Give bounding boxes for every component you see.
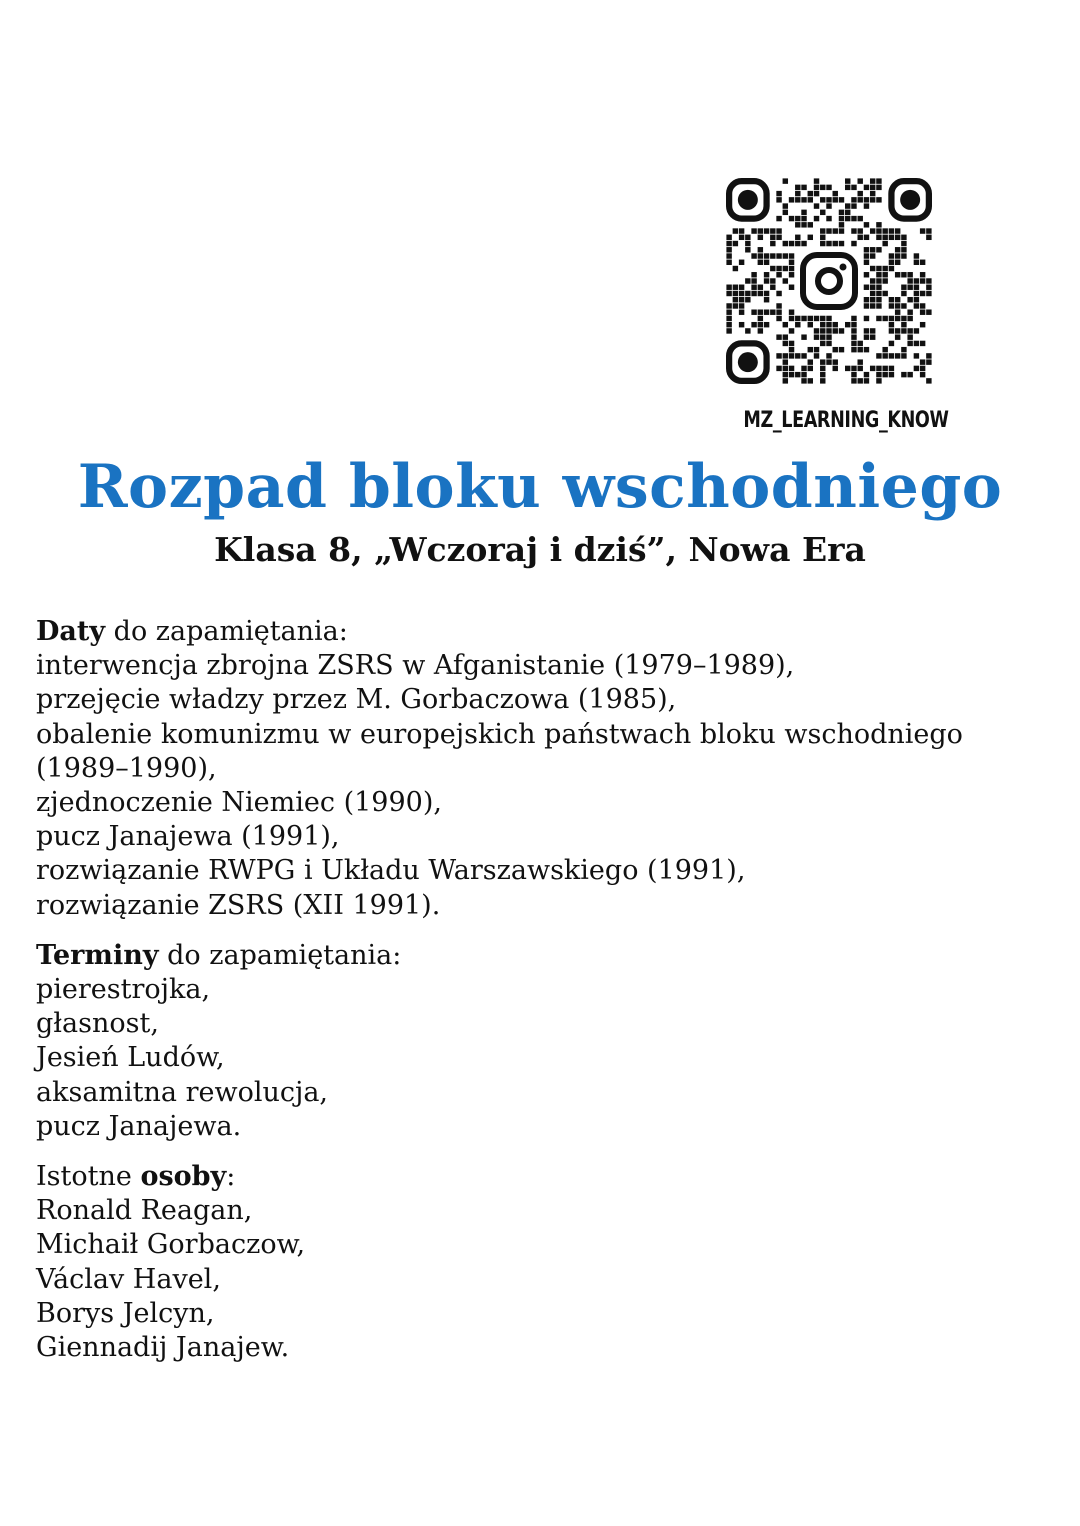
list-item: Michaił Gorbaczow,: [36, 1229, 306, 1261]
people-heading-post: :: [226, 1161, 236, 1193]
terms-heading-rest: do zapamiętania:: [158, 939, 402, 971]
dates-section: [36, 615, 1046, 923]
list-item: interwencja zbrojna ZSRS w Afganistanie (1979–1989),: [36, 650, 795, 682]
list-item: rozwiązanie RWPG i Układu Warszawskiego (1991),: [36, 855, 746, 887]
dates-heading-bold: Daty: [36, 616, 106, 647]
dates-heading: [36, 615, 1046, 649]
list-item: głasnost,: [36, 1008, 159, 1040]
dates-heading-rest: do zapamiętania:: [105, 616, 348, 647]
list-item: Ronald Reagan,: [36, 1195, 253, 1227]
list-item: Václav Havel,: [36, 1263, 221, 1295]
list-item: aksamitna rewolucja,: [36, 1076, 329, 1108]
list-item: pierestrojka,: [36, 974, 211, 1006]
list-item: przejęcie władzy przez M. Gorbaczowa (1985),: [36, 684, 677, 716]
terms-section: [36, 939, 1046, 1144]
list-item: pucz Janajewa (1991),: [36, 821, 340, 853]
people-section: [36, 1160, 1046, 1365]
people-heading: [36, 1160, 1046, 1194]
list-item: Giennadij Janajew.: [36, 1332, 290, 1364]
instagram-qr-icon: [726, 178, 932, 384]
page-title: Rozpad bloku wschodniego: [77, 452, 1003, 522]
list-item: rozwiązanie ZSRS (XII 1991).: [36, 889, 441, 921]
list-item: Borys Jelcyn,: [36, 1297, 215, 1329]
notes-content: [36, 615, 1046, 1381]
list-item: obalenie komunizmu w europejskich państwach bloku wschodniego: [36, 718, 963, 750]
people-heading-bold: osoby: [140, 1161, 227, 1193]
list-item: (1989–1990),: [36, 752, 217, 784]
terms-heading-bold: Terminy: [36, 939, 159, 971]
people-heading-pre: Istotne: [36, 1161, 141, 1193]
qr-code-block: [722, 178, 949, 433]
page-subtitle: Klasa 8, „Wczoraj i dziś”, Nowa Era: [214, 530, 866, 569]
list-item: Jesień Ludów,: [36, 1042, 225, 1074]
list-item: zjednoczenie Niemiec (1990),: [36, 787, 442, 819]
list-item: pucz Janajewa.: [36, 1110, 242, 1142]
terms-heading: [36, 939, 1046, 973]
qr-handle: MZ_LEARNING_KNOW: [743, 408, 949, 433]
